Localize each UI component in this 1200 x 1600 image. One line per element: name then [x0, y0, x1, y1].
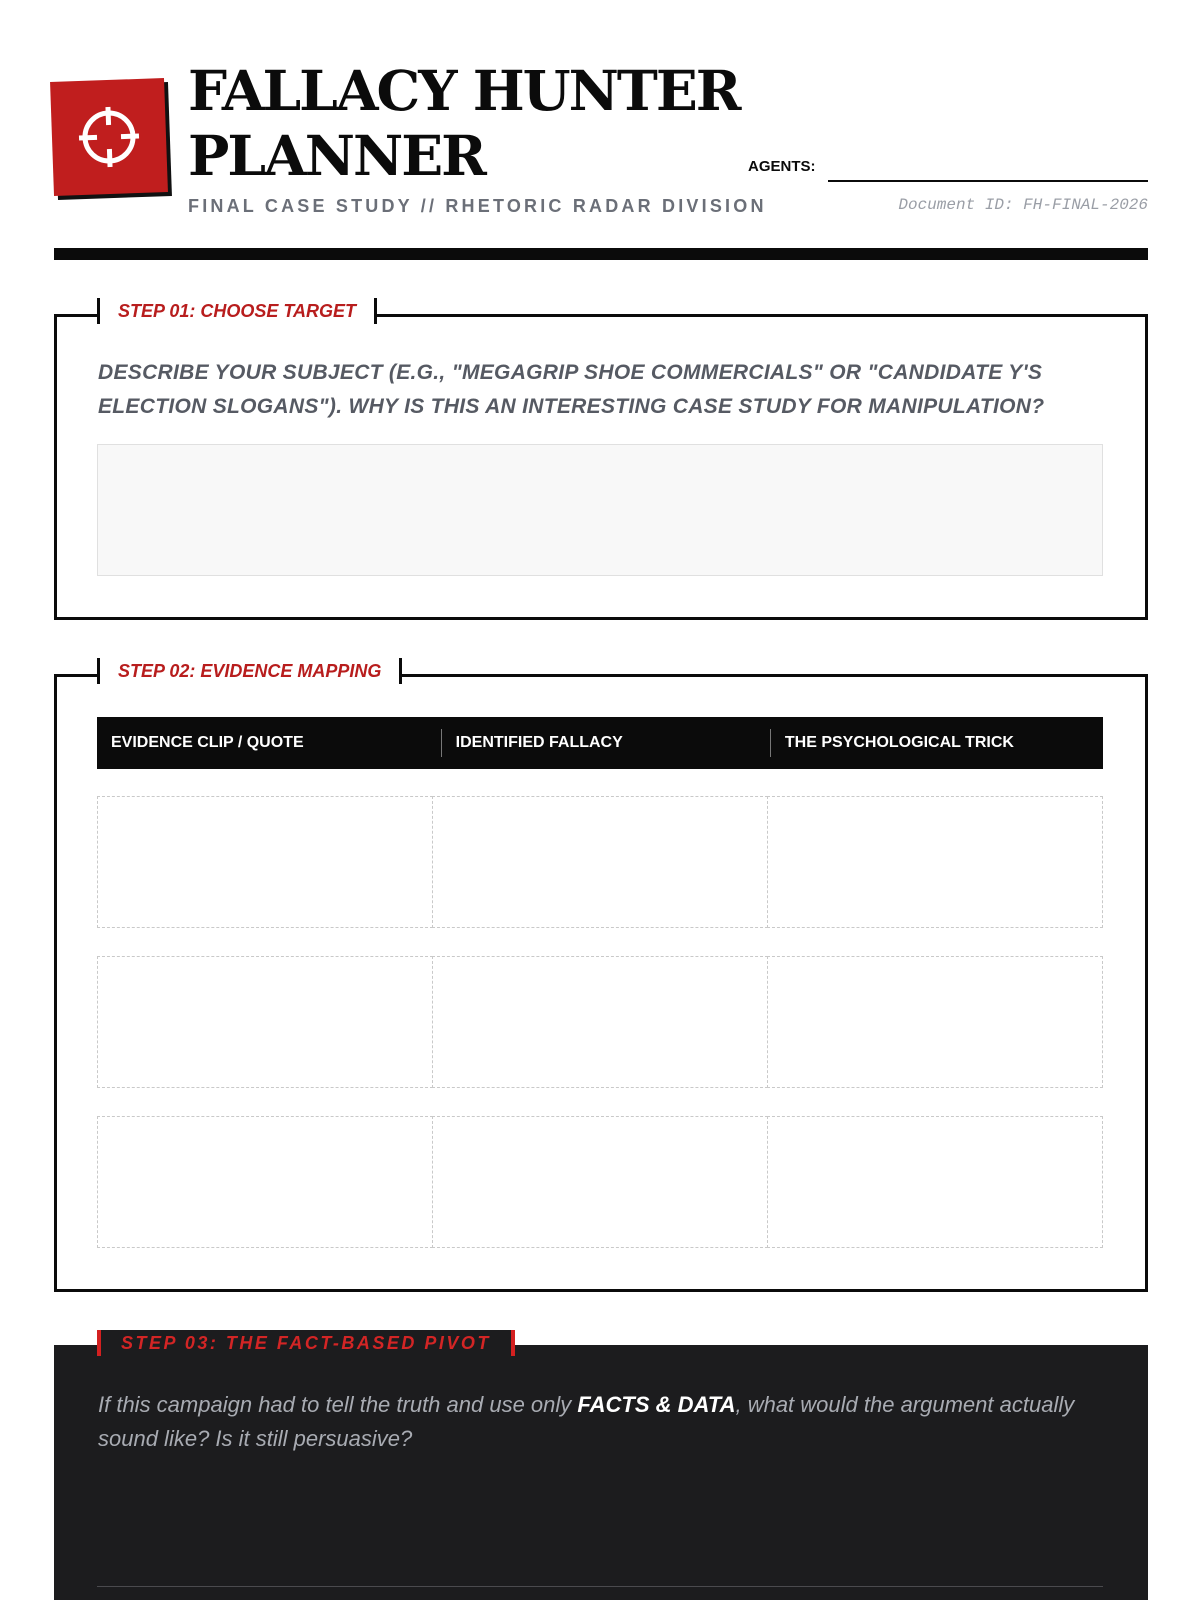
column-header-evidence: EVIDENCE CLIP / QUOTE [111, 734, 304, 751]
table-cell[interactable] [767, 956, 1103, 1088]
step3-prompt-before: If this campaign had to tell the truth and use only [98, 1392, 578, 1417]
table-cell[interactable] [432, 796, 768, 928]
header-divider [54, 248, 1148, 260]
step2-label: STEP 02: EVIDENCE MAPPING [97, 658, 402, 684]
step3-prompt-after: , what would the argument actually sound like? Is it still persuasive? [98, 1392, 1075, 1451]
step3-prompt-emphasis: FACTS & DATA [577, 1392, 736, 1417]
step1-answer-area[interactable] [97, 444, 1103, 576]
document-id: Document ID: FH-FINAL-2026 [898, 196, 1148, 214]
column-header-trick: THE PSYCHOLOGICAL TRICK [770, 729, 1103, 757]
crosshair-icon [76, 104, 142, 170]
title-line-2: PLANNER [188, 123, 485, 188]
step3-section [54, 1345, 1148, 1600]
agents-field[interactable] [828, 180, 1148, 182]
table-cell[interactable] [432, 1116, 768, 1248]
agents-label: AGENTS: [748, 158, 816, 175]
step3-label: STEP 03: THE FACT-BASED PIVOT [97, 1330, 515, 1356]
table-cell[interactable] [432, 956, 768, 1088]
step3-answer-line[interactable] [97, 1586, 1103, 1587]
column-header-fallacy: IDENTIFIED FALLACY [441, 729, 770, 757]
subtitle: FINAL CASE STUDY // RHETORIC RADAR DIVISION [188, 196, 767, 216]
step1-prompt: DESCRIBE YOUR SUBJECT (E.G., "MEGAGRIP SHOE COMMERCIALS" OR "CANDIDATE Y'S ELECTION SLOGANS"). WHY IS THIS AN INTERESTING CASE STUDY FOR MANIPULATION? [98, 361, 1045, 418]
title-line-1: FALLACY HUNTER [188, 58, 740, 123]
step1-label: STEP 01: CHOOSE TARGET [97, 298, 377, 324]
table-cell[interactable] [767, 1116, 1103, 1248]
step3-prompt [98, 1388, 1108, 1456]
table-cell[interactable] [97, 796, 433, 928]
page-title [188, 58, 748, 188]
table-cell[interactable] [767, 796, 1103, 928]
evidence-table-header [97, 717, 1103, 769]
logo [50, 78, 168, 196]
table-cell[interactable] [97, 956, 433, 1088]
table-cell[interactable] [97, 1116, 433, 1248]
